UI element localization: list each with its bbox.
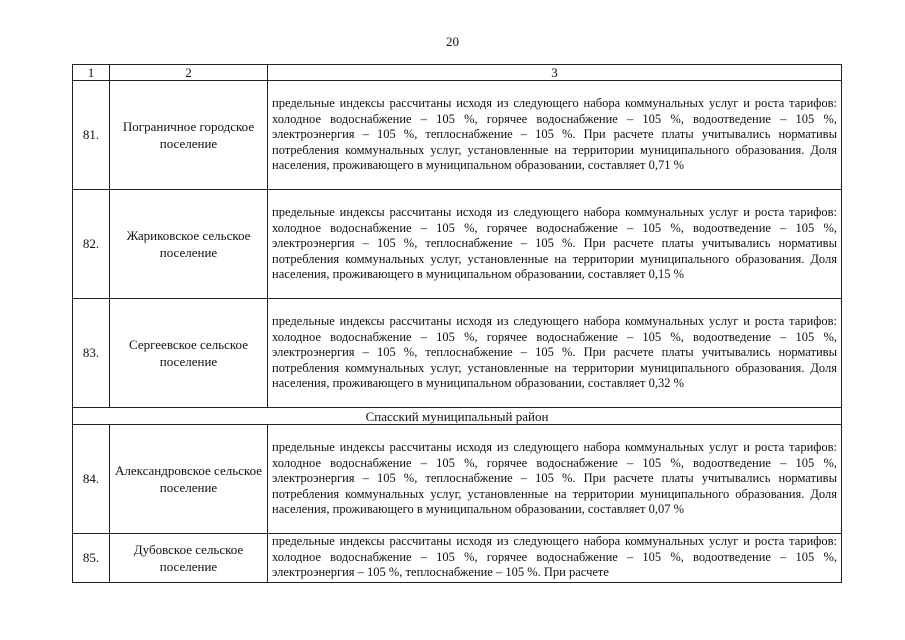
row-description: предельные индексы рассчитаны исходя из следующего набора коммунальных услуг и роста тарифов: холодное водоснабжение – 105 %, горячее водоснабжение – 105 %, водоотведение – 105 %, электроэнергия – 105 %, теплоснабжение – 105 %. При расчете платы учитывались нормативы потребления коммунальных услуг, установленные на территории муниципального образования. Доля населения, проживающего в муниципальном образовании, составляет 0,32 % — [268, 299, 842, 408]
table-row — [73, 190, 842, 299]
row-number: 82. — [73, 190, 110, 299]
table-row — [73, 81, 842, 190]
row-number: 81. — [73, 81, 110, 190]
column-header-2: 2 — [110, 65, 268, 81]
column-header-3: 3 — [268, 65, 842, 81]
municipality-name: Александровское сельское поселение — [110, 425, 268, 534]
row-number: 85. — [73, 534, 110, 583]
municipality-name: Пограничное городское поселение — [110, 81, 268, 190]
municipality-name: Жариковское сельское поселение — [110, 190, 268, 299]
table-header-row — [73, 65, 842, 81]
section-title: Спасский муниципальный район — [73, 408, 842, 425]
section-row — [73, 408, 842, 425]
column-header-1: 1 — [73, 65, 110, 81]
table-row — [73, 534, 842, 583]
row-number: 84. — [73, 425, 110, 534]
table-row — [73, 425, 842, 534]
row-description: предельные индексы рассчитаны исходя из следующего набора коммунальных услуг и роста тарифов: холодное водоснабжение – 105 %, горячее водоснабжение – 105 %, водоотведение – 105 %, электроэнергия – 105 %, теплоснабжение – 105 %. При расчете платы учитывались нормативы потребления коммунальных услуг, установленные на территории муниципального образования. Доля населения, проживающего в муниципальном образовании, составляет 0,71 % — [268, 81, 842, 190]
table-row — [73, 299, 842, 408]
municipality-name: Дубовское сельское поселение — [110, 534, 268, 583]
row-description: предельные индексы рассчитаны исходя из следующего набора коммунальных услуг и роста тарифов: холодное водоснабжение – 105 %, горячее водоснабжение – 105 %, водоотведение – 105 %, электроэнергия – 105 %, теплоснабжение – 105 %. При расчете — [268, 534, 842, 583]
page-number: 20 — [446, 34, 459, 49]
tariff-index-table — [72, 64, 842, 583]
row-description: предельные индексы рассчитаны исходя из следующего набора коммунальных услуг и роста тарифов: холодное водоснабжение – 105 %, горячее водоснабжение – 105 %, водоотведение – 105 %, электроэнергия – 105 %, теплоснабжение – 105 %. При расчете платы учитывались нормативы потребления коммунальных услуг, установленные на территории муниципального образования. Доля населения, проживающего в муниципальном образовании, составляет 0,15 % — [268, 190, 842, 299]
row-number: 83. — [73, 299, 110, 408]
municipality-name: Сергеевское сельское поселение — [110, 299, 268, 408]
row-description: предельные индексы рассчитаны исходя из следующего набора коммунальных услуг и роста тарифов: холодное водоснабжение – 105 %, горячее водоснабжение – 105 %, водоотведение – 105 %, электроэнергия – 105 %, теплоснабжение – 105 %. При расчете платы учитывались нормативы потребления коммунальных услуг, установленные на территории муниципального образования. Доля населения, проживающего в муниципальном образовании, составляет 0,07 % — [268, 425, 842, 534]
